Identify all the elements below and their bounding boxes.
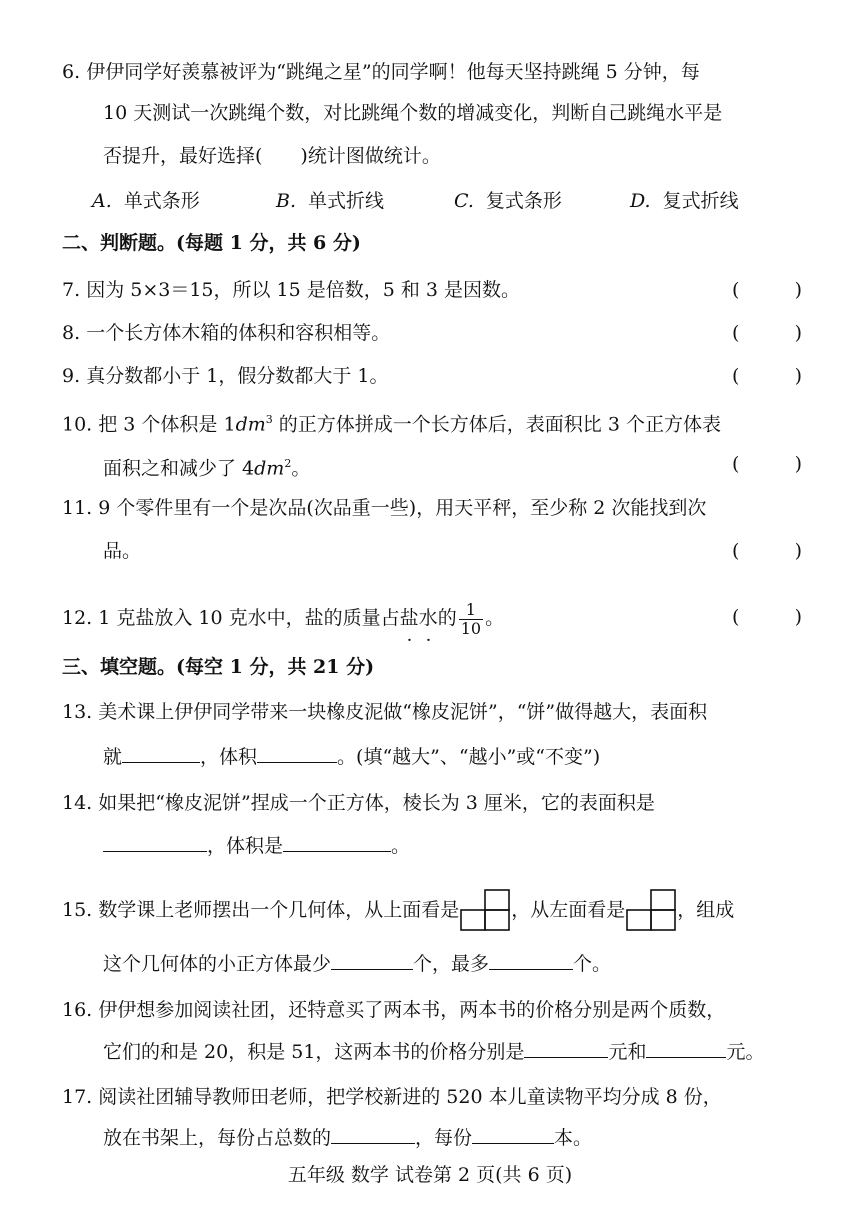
question-16 bbox=[62, 996, 725, 1024]
question-6-line2: 10 天测试一次跳绳个数，对比跳绳个数的增减变化，判断自己跳绳水平是 bbox=[103, 102, 723, 124]
fraction: $\frac{1}{10}$ bbox=[460, 599, 482, 638]
question-text: 阅读社团辅导教师田老师，把学校新进的 520 本儿童读物平均分成 8 份， bbox=[98, 1086, 722, 1108]
option-b: B. 单式折线 bbox=[276, 190, 385, 212]
question-16-line2: 它们的和是 20，积是 51，这两本书的价格分别是 元和 元。 bbox=[103, 1041, 765, 1063]
question-17 bbox=[62, 1083, 722, 1111]
question-8 bbox=[62, 319, 390, 347]
question-14-line2: ，体积是 。 bbox=[103, 832, 410, 860]
answer-blank[interactable] bbox=[472, 1125, 554, 1144]
answer-blank[interactable] bbox=[122, 744, 200, 763]
page-footer: 五年级 数学 试卷第 2 页(共 6 页) bbox=[287, 1164, 573, 1186]
question-15: 15. 数学课上老师摆出一个几何体，从上面看是 ，从左面看是 ，组成 bbox=[62, 888, 734, 934]
answer-blank[interactable] bbox=[103, 833, 207, 852]
question-10-line2: 面积之和减少了 $4dm^2$。 bbox=[103, 457, 311, 480]
option-d: D. 复式折线 bbox=[630, 190, 739, 212]
question-number: 6. bbox=[62, 61, 81, 83]
question-number: 11. bbox=[62, 497, 93, 519]
question-number: 16. bbox=[62, 999, 93, 1021]
option-a: A. 单式条形 bbox=[92, 190, 200, 212]
question-text: 一个长方体木箱的体积和容积相等。 bbox=[86, 322, 391, 344]
question-14 bbox=[62, 789, 655, 817]
question-number: 14. bbox=[62, 792, 93, 814]
question-text: 真分数都小于 1，假分数都大于 1。 bbox=[86, 365, 389, 387]
section-2-title: 二、判断题。(每题 1 分，共 6 分) bbox=[62, 232, 361, 254]
answer-blank[interactable] bbox=[331, 951, 413, 970]
question-11-line2: 品。 bbox=[103, 540, 142, 562]
question-number: 12. bbox=[62, 607, 93, 629]
question-13 bbox=[62, 698, 707, 726]
question-number: 17. bbox=[62, 1086, 93, 1108]
left-view-diagram bbox=[625, 888, 677, 934]
question-7 bbox=[62, 276, 520, 304]
question-10: 10. 把 3 个体积是 $1dm^3$ 的正方体拼成一个长方体后，表面积比 3 个正方体表 bbox=[62, 413, 721, 436]
question-text: 如果把“橡皮泥饼”捏成一个正方体，棱长为 3 厘米，它的表面积是 bbox=[98, 792, 655, 814]
question-text: 9 个零件里有一个是次品(次品重一些)，用天平秤，至少称 2 次能找到次 bbox=[98, 497, 707, 519]
exam-page: 6. 伊伊同学好羡慕被评为“跳绳之星”的同学啊！他每天坚持跳绳 5 分钟，每 10 天测试一次跳绳个数，对比跳绳个数的增减变化，判断自己跳绳水平是 否提升，最好选择( )统计图做统计。 A. 单式条形 B. 单式折线 C. 复式条形 D. 复式折线 二、判断题。(每题 1 分，共 6 分) 7. 因为 5×3＝15，所以 15 是倍数，5 和 3 是因数。 ( ) 8. 一个长方体木箱的体积和容积相等。 ( ) 9. 真分数都小于 1，假分数都大于 1。 ( ) 10. 把 3 个体积是 $1dm^3$ 的正方体拼成一个长方体后，表面积比 3 个正方体表 面积之和减少了 $4dm^2$。 ( ) 11. 9 个零件里有一个是次品(次品重一些)，用天平秤，至少称 2 次能找到次 品。 ( ) 12. 1 克盐放入 10 克水中，盐的质量占盐水的 $\frac{1}{10}$ 。 ( ) 三、填空题。(每空 1 分，共 21 分) 13. 美术课上伊伊同学带来一块橡皮泥做“橡皮泥饼”，“饼”做得越大，表面积 就 ，体积 。(填“越大”、“越小”或“不变”) 14. 如果把“橡皮泥饼”捏成一个正方体，棱长为 3 厘米，它的表面积是 ，体积是 。 15. 数学课上老师摆出一个几何体，从上面看是 ，从左面看是 ，组成 这个几何体的小正方体最少 个，最多 个。 16. 伊伊想参加阅读社团，还特意买了两本书，两本书的价格分别是两个质数， 它们的和是 20，积是 51，这两本书的价格分别是 元和 元。 17. 阅读社团辅导教师田老师，把学校新进的 520 本儿童读物平均分成 8 份， 放在书架上，每份占总数的 ，每份 本。 五年级 数学 试卷第 2 页(共 6 页) bbox=[0, 0, 860, 1215]
question-13-line2: 就 ，体积 。(填“越大”、“越小”或“不变”) bbox=[103, 746, 601, 768]
answer-blank[interactable] bbox=[257, 744, 337, 763]
emphasis-char: 水 bbox=[418, 607, 438, 629]
question-number: 13. bbox=[62, 701, 93, 723]
emphasis-char: 盐 bbox=[399, 607, 419, 629]
question-6 bbox=[62, 58, 700, 86]
question-number: 9. bbox=[62, 365, 81, 387]
top-view-diagram bbox=[459, 888, 511, 934]
question-text: 伊伊同学好羡慕被评为“跳绳之星”的同学啊！他每天坚持跳绳 5 分钟，每 bbox=[86, 61, 700, 83]
question-number: 15. bbox=[62, 899, 93, 921]
question-6-line3: 否提升，最好选择( )统计图做统计。 bbox=[103, 145, 441, 167]
question-text: 伊伊想参加阅读社团，还特意买了两本书，两本书的价格分别是两个质数， bbox=[98, 999, 726, 1021]
answer-blank[interactable] bbox=[646, 1039, 726, 1058]
question-9 bbox=[62, 362, 388, 390]
answer-blank[interactable] bbox=[489, 951, 573, 970]
question-12: 12. 1 克盐放入 10 克水中，盐的质量占盐水的 $\frac{1}{10}$ 。 bbox=[62, 599, 505, 638]
question-text: 因为 5×3＝15，所以 15 是倍数，5 和 3 是因数。 bbox=[86, 279, 521, 301]
answer-blank[interactable] bbox=[524, 1039, 608, 1058]
question-number: 10. bbox=[62, 413, 93, 436]
question-number: 7. bbox=[62, 279, 81, 301]
question-number: 8. bbox=[62, 322, 81, 344]
option-c: C. 复式条形 bbox=[454, 190, 562, 212]
question-11 bbox=[62, 494, 706, 522]
question-17-line2: 放在书架上，每份占总数的 ，每份 本。 bbox=[103, 1127, 593, 1149]
question-15-line2: 这个几何体的小正方体最少 个，最多 个。 bbox=[103, 953, 612, 975]
question-text: 美术课上伊伊同学带来一块橡皮泥做“橡皮泥饼”，“饼”做得越大，表面积 bbox=[98, 701, 708, 723]
answer-blank[interactable] bbox=[331, 1125, 415, 1144]
answer-blank[interactable] bbox=[283, 833, 391, 852]
section-3-title: 三、填空题。(每空 1 分，共 21 分) bbox=[62, 656, 375, 678]
